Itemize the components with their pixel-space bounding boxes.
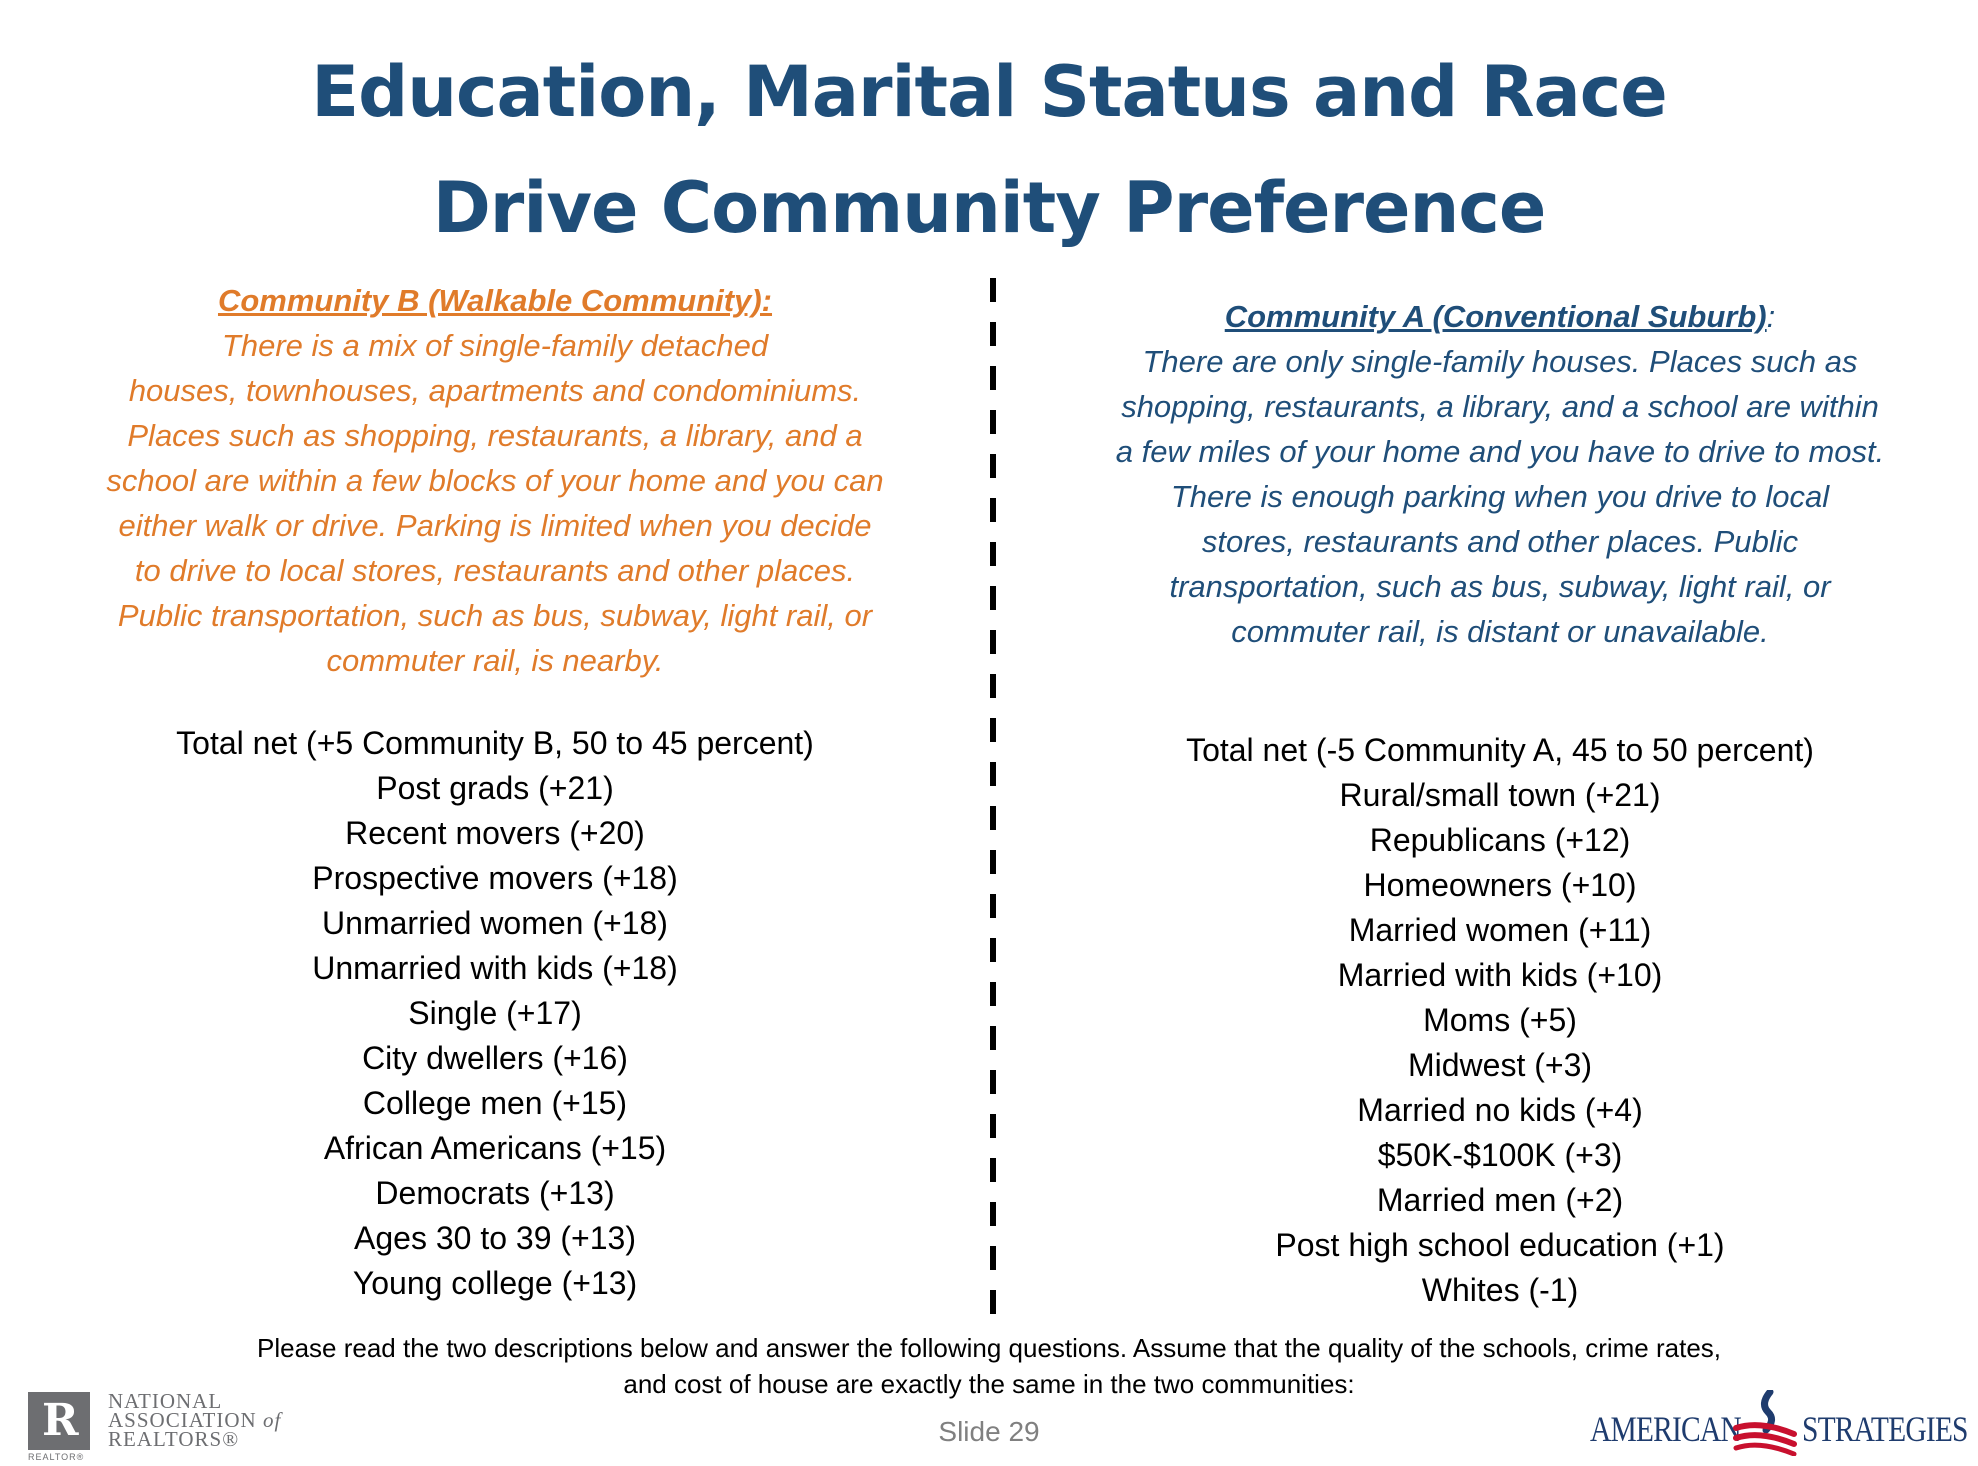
community-b-description <box>50 278 940 683</box>
list-item: Single (+17) <box>408 995 582 1031</box>
list-item: Post high school education (+1) <box>1275 1227 1725 1263</box>
community-a-heading: Community A (Conventional Suburb) <box>1224 299 1767 334</box>
community-b-desc-line: Places such as shopping, restaurants, a library, and a <box>127 418 863 453</box>
community-b-heading: Community B (Walkable Community): <box>217 283 773 318</box>
community-a-desc-line: shopping, restaurants, a library, and a school are within <box>1121 389 1879 424</box>
list-item: Rural/small town (+21) <box>1339 777 1661 813</box>
title-line-2: Drive Community Preference <box>432 167 1546 249</box>
nar-line-1: NATIONAL <box>108 1389 223 1413</box>
realtor-mark-caption: REALTOR® <box>28 1452 85 1462</box>
list-item: Moms (+5) <box>1423 1002 1577 1038</box>
community-b-desc-line: school are within a few blocks of your home and you can <box>106 463 884 498</box>
list-item: African Americans (+15) <box>323 1130 667 1166</box>
title-line-1: Education, Marital Status and Race <box>311 51 1667 133</box>
list-item: Unmarried women (+18) <box>322 905 668 941</box>
slide-number: Slide 29 <box>938 1416 1040 1447</box>
list-item: Post grads (+21) <box>376 770 614 806</box>
community-b-desc-line: to drive to local stores, restaurants and other places. <box>134 553 856 588</box>
nar-line-2: ASSOCIATION of <box>108 1408 282 1432</box>
list-item: $50K-$100K (+3) <box>1377 1137 1623 1173</box>
list-item: Young college (+13) <box>352 1265 638 1301</box>
slide-title <box>0 34 1978 266</box>
list-item: Total net (-5 Community A, 45 to 50 percent) <box>1186 732 1814 768</box>
nar-line-3: REALTORS® <box>108 1427 240 1451</box>
community-a-desc-line: commuter rail, is distant or unavailable. <box>1231 614 1769 649</box>
list-item: Midwest (+3) <box>1407 1047 1593 1083</box>
american-strategies-logo <box>1590 1390 1970 1460</box>
realtor-r-icon <box>28 1392 90 1450</box>
dashed-divider <box>990 278 996 1320</box>
community-a-heading-suffix: : <box>1766 299 1776 334</box>
list-item: Homeowners (+10) <box>1363 867 1637 903</box>
list-item: Ages 30 to 39 (+13) <box>354 1220 636 1256</box>
list-item: Married men (+2) <box>1376 1182 1624 1218</box>
as-word-american: AMERICAN <box>1590 1409 1741 1449</box>
list-item: Married women (+11) <box>1348 912 1652 948</box>
list-item: Recent movers (+20) <box>345 815 645 851</box>
survey-question-line-2: and cost of house are exactly the same in the two communities: <box>623 1369 1355 1399</box>
community-b-desc-line: Public transportation, such as bus, subway, light rail, or <box>117 598 873 633</box>
nar-logo <box>28 1389 318 1462</box>
survey-question-line-1: Please read the two descriptions below and answer the following questions. Assume that the quality of the schools, crime rates, <box>256 1333 1722 1363</box>
list-item: Democrats (+13) <box>375 1175 615 1211</box>
nar-wordmark <box>108 1389 282 1451</box>
list-item: Married no kids (+4) <box>1357 1092 1643 1128</box>
list-item: College men (+15) <box>362 1085 628 1121</box>
community-a-desc-line: There are only single-family houses. Places such as <box>1142 344 1858 379</box>
community-b-desc-line: There is a mix of single-family detached <box>221 328 769 363</box>
community-b-desc-line: houses, townhouses, apartments and condominiums. <box>128 373 862 408</box>
list-item: City dwellers (+16) <box>362 1040 628 1076</box>
as-word-strategies: STRATEGIES <box>1802 1409 1968 1449</box>
community-a-desc-line: transportation, such as bus, subway, light rail, or <box>1169 569 1831 604</box>
community-b-desc-line: commuter rail, is nearby. <box>326 643 664 678</box>
community-a-desc-line: There is enough parking when you drive to local <box>1170 479 1830 514</box>
list-item: Unmarried with kids (+18) <box>312 950 678 986</box>
community-a-description <box>1050 294 1950 654</box>
community-a-heading-row <box>1050 294 1950 339</box>
community-a-desc-line: stores, restaurants and other places. Public <box>1201 524 1799 559</box>
list-item: Republicans (+12) <box>1369 822 1631 858</box>
flag-swoosh-icon <box>1730 1390 1800 1456</box>
realtor-r-letter: R <box>42 1395 79 1446</box>
community-b-list <box>50 721 940 1306</box>
list-item: Total net (+5 Community B, 50 to 45 percent) <box>176 725 814 761</box>
community-a-list <box>1050 728 1950 1313</box>
list-item: Whites (-1) <box>1421 1272 1579 1308</box>
community-a-desc-line: a few miles of your home and you have to drive to most. <box>1115 434 1885 469</box>
list-item: Prospective movers (+18) <box>312 860 678 896</box>
community-b-desc-line: either walk or drive. Parking is limited when you decide <box>118 508 872 543</box>
list-item: Married with kids (+10) <box>1337 957 1663 993</box>
